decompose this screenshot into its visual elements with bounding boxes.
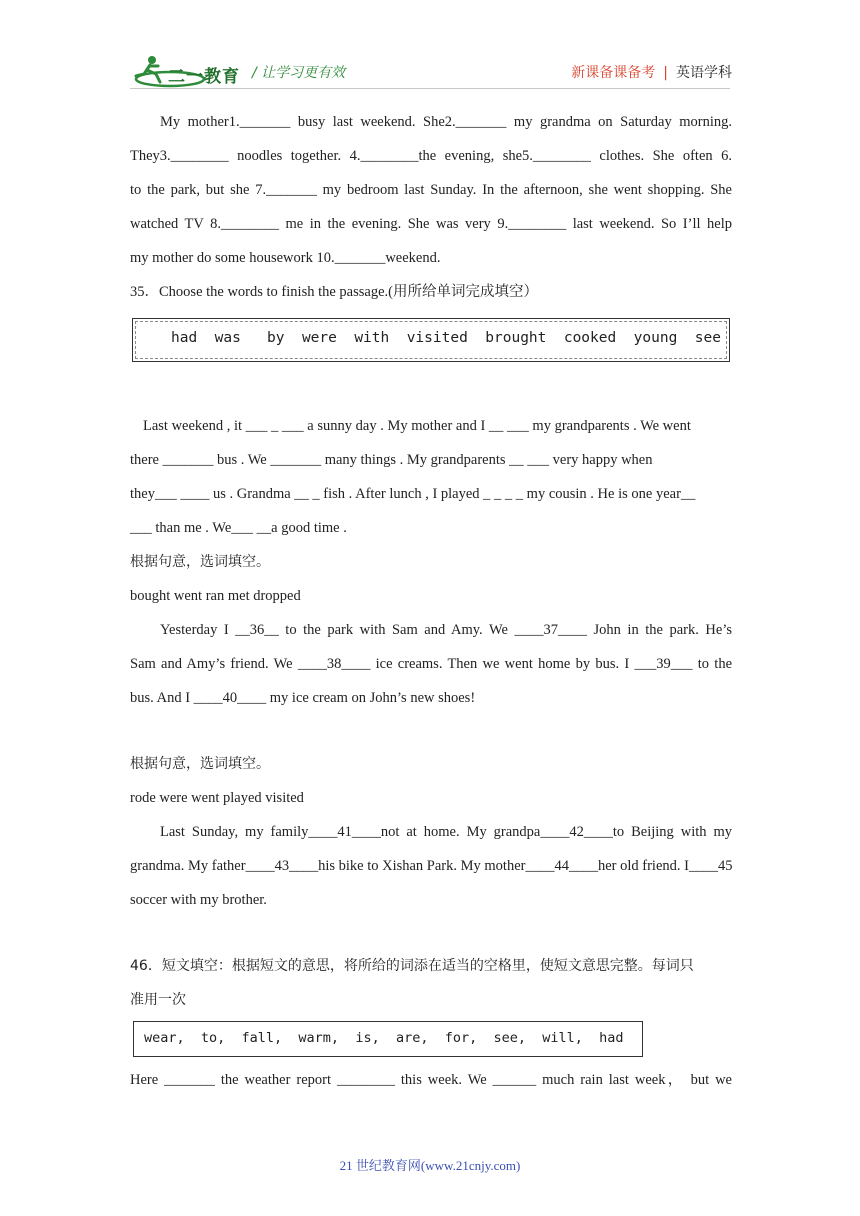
q35-word-box [132, 318, 730, 362]
blank-37: ____37____ [514, 622, 587, 638]
blank-40: ____40____ [193, 690, 267, 706]
q41-options: rode were went played visited [130, 790, 304, 806]
q46-word-box [133, 1021, 643, 1057]
blank-43: ____43____ [245, 858, 319, 874]
header-divider [130, 88, 730, 89]
q35-line2: there _______ bus . We _______ many things . My grandparents __ ___ very happy when [130, 452, 653, 468]
q46-title-line1: 46．短文填空：根据短文的意思，将所给的词添在适当的空格里，使短文意思完整。每词只 [130, 958, 694, 974]
blank-44: ____44____ [525, 858, 598, 874]
blank-45: ____45 [688, 858, 733, 874]
passage1-line2: They3.________ noodles together. 4.________the evening, she5.________ clothes. She often 6. [130, 148, 732, 164]
page-header [0, 0, 860, 100]
blank-38: ____38____ [297, 656, 371, 672]
q36-instruction: 根据句意，选词填空。 [130, 554, 270, 570]
passage1-line3: to the park, but she 7._______ my bedroom last Sunday. In the afternoon, she went shopping. She [130, 182, 732, 198]
blank-42: ____42____ [540, 824, 613, 840]
slogan: / 让学习更有效 [252, 65, 346, 81]
blank-41: ____41____ [308, 824, 381, 840]
q46-words: wear, to, fall, warm, is, are, for, see, will, had [144, 1030, 624, 1046]
passage1-line1: My mother1._______ busy last weekend. She2._______ my grandma on Saturday morning. [160, 114, 732, 130]
q41-line2: grandma. My father____43____his bike to Xishan Park. My mother____44____her old friend. I____45 [130, 858, 733, 874]
passage1-line5: my mother do some housework 10._______weekend. [130, 250, 441, 266]
q46-line1: Here _______ the weather report ________ this week. We ______ much rain last week， but we [130, 1072, 732, 1088]
q35-title: 35．Choose the words to finish the passage.(用所给单词完成填空） [130, 284, 538, 300]
header-subject: 新课备课备考 | 英语学科 [571, 65, 732, 81]
q35-line3: they___ ____ us . Grandma __ _ fish . After lunch , I played _ _ _ _ my cousin . He is one year__ [130, 486, 696, 502]
q36-options: bought went ran met dropped [130, 588, 301, 604]
q41-instruction: 根据句意，选词填空。 [130, 756, 270, 772]
q36-line2: Sam and Amy’s friend. We ____38____ ice creams. Then we went home by bus. I ___39___ to the [130, 656, 732, 672]
q35-line1: Last weekend , it ___ _ ___ a sunny day . My mother and I __ ___ my grandparents . We went [143, 418, 691, 434]
logo-text: 二一教育 [168, 67, 240, 87]
q36-line1: Yesterday I __36__ to the park with Sam and Amy. We ____37____ John in the park. He’s [160, 622, 733, 638]
q46-title-line2: 准用一次 [130, 992, 186, 1008]
blank-39: ___39___ [634, 656, 693, 672]
q36-line3: bus. And I ____40____ my ice cream on John’s new shoes! [130, 690, 476, 706]
passage1-line4: watched TV 8.________ me in the evening. She was very 9.________ last weekend. So I’ll help [130, 216, 732, 232]
page-footer: 21 世纪教育网(www.21cnjy.com) [339, 1158, 521, 1173]
q41-line1: Last Sunday, my family____41____not at home. My grandpa____42____to Beijing with my [160, 824, 733, 840]
q41-line3: soccer with my brother. [130, 892, 267, 908]
q35-line4: ___ than me . We___ __a good time . [130, 520, 347, 536]
blank-36: __36__ [235, 622, 279, 638]
q35-words: had was by were with visited brought cooked young see [171, 330, 721, 346]
